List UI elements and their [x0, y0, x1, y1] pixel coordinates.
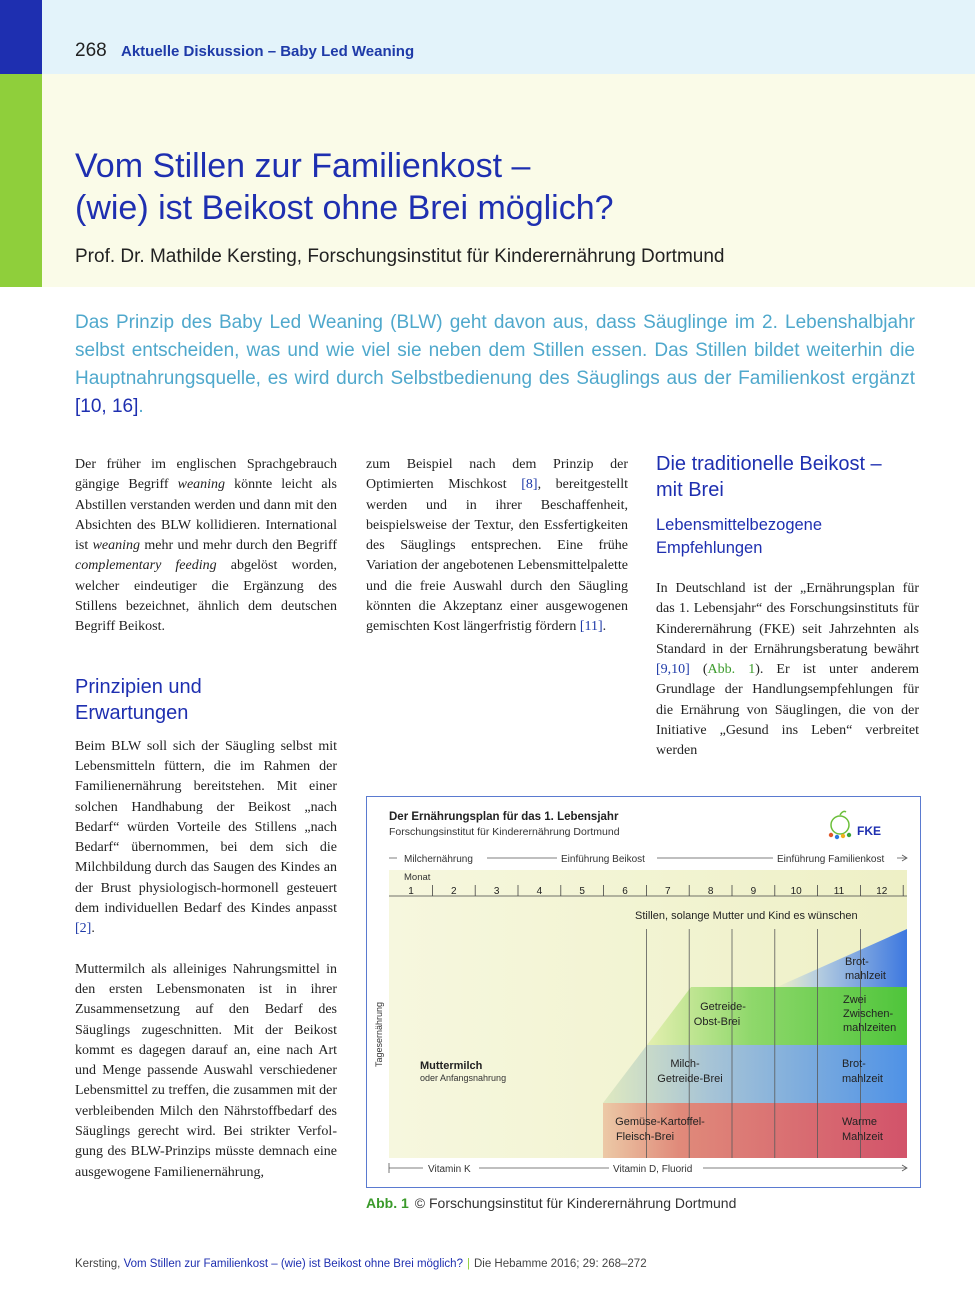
- phase-familienkost: Einführung Familienkost: [777, 854, 885, 865]
- phase-milchernaehrung: Milchernährung: [404, 854, 473, 865]
- getreide-label-2: Obst-Brei: [693, 1016, 741, 1028]
- author-line: Prof. Dr. Mathilde Kersting, Forschungsinstitut für Kinderernährung Dortmund: [75, 246, 725, 267]
- brot-label-1: Brot-: [842, 1058, 866, 1070]
- phase-beikost: Einführung Beikost: [561, 854, 645, 865]
- month-tick-10: 10: [790, 886, 802, 897]
- month-tick-8: 8: [707, 886, 714, 897]
- term-complementary-feeding: complementary feeding: [75, 558, 217, 574]
- text-run: , bereitgestellt werden und in ihrer Beschaffenheit, beispielsweise der Textur, den Essfertigkeiten des Säuglings entsprechen. Eine frühe Variation der angebotenen Lebensmittelpalette und die freie Auswahl durch den Säugling könnten die Akzeptanz einer ausgewogenen gemischten Kost längerfristig fördern: [366, 477, 628, 635]
- col3-paragraph-1: [656, 579, 919, 762]
- heading-traditionelle-beikost: [656, 451, 919, 503]
- text-run: .: [602, 619, 607, 635]
- heading-line: Lebensmittelbezogene: [656, 516, 823, 534]
- lead-text: Das Prinzip des Baby Led Weaning (BLW) geht davon aus, dass Säuglinge im 2. Lebenshalbjahr selbst entscheiden, was und wie viel sie neben dem Stillen essen. Das Stillen bildet weiterhin die Hauptnahrungsquelle, es wird durch Selbstbedienung des Säuglings aus der Familienkost ergänzt: [75, 312, 915, 389]
- footer-journal: Die Hebamme 2016; 29: 268–272: [473, 1258, 647, 1270]
- text-run: In Deutschland ist der „Ernährungsplan für das 1. Lebensjahr“ des Forschungsinstituts für Kinderernährung (FKE) seit Jahrzehnten als Standard in der Ernährungsberatung bewährt: [656, 581, 919, 657]
- stillen-label: Stillen, solange Mutter und Kind es wünschen: [635, 910, 858, 922]
- column-3: [656, 451, 919, 762]
- column-1: [75, 455, 337, 1183]
- text-run: ). Er ist unter anderem Grundlage der Handlungsempfehlungen für die Ernährung von Säuglingen, die von der Initiative „Gesund ins Leben“ verbreitet werden: [656, 662, 919, 759]
- month-tick-5: 5: [579, 886, 585, 897]
- text-run: abgelöst worden, welcher eindeutiger die Ergänzung des Stillens bezeichnet, ähnlich dem deutschen Begriff Beikost.: [75, 558, 337, 635]
- lead-reference[interactable]: [10, 16]: [75, 396, 139, 417]
- col1-paragraph-3: Muttermilch als alleiniges Nahrungsmittel in den ersten Lebensmonaten ist in ihrer Zusammensetzung auf den Bedarf des Säuglings zugeschnitten. Mit der Beikost kommt es dagegen darauf an, eine nach Art und Menge passende Auswahl verschiedener Lebensmittel zu treffen, die zusammen mit der verbleibenden Milch den Nährstoffbedarf des Säuglings gerecht wird. Bei strikter Verfolgung des BLW-Prinzips müsste demnach eine ausgewogene Familienernährung,: [75, 961, 337, 1180]
- text-run: (: [689, 662, 708, 678]
- figure-link[interactable]: Abb. 1: [707, 662, 756, 678]
- page-footer: [75, 1258, 647, 1270]
- page-number: 268: [75, 40, 107, 61]
- month-tick-11: 11: [833, 886, 845, 897]
- month-tick-9: 9: [750, 886, 757, 897]
- zwei-label-1: Zwei: [843, 994, 867, 1006]
- heading-line: Erwartungen: [75, 701, 189, 724]
- text-run: könnte leicht als Abstillen verstanden werden und dann mit den Absichten des BLW kollidieren. International ist: [75, 477, 337, 554]
- col2-paragraph-1: [366, 455, 628, 638]
- figure-subtitle: Forschungsinstitut für Kinderernährung Dortmund: [389, 826, 620, 838]
- footer-title: Vom Stillen zur Familienkost – (wie) ist Beikost ohne Brei möglich?: [123, 1258, 463, 1270]
- warme-label-1: Warme: [842, 1116, 878, 1128]
- text-run: Beim BLW soll sich der Säugling selbst mit Lebensmitteln füttern, die im Rahmen der Familienernährung bereitstehen. Mit einer solchen Handhabung der Beikost „nach Bedarf“ würden Vorteile des Stillens „nach Bedarf“ übernommen, bei dem sich die Milchbildung durch das Saugen des Kindes an der Brust physiologisch-hormonell gesteuert dem individuellen Bedarf des Kindes anpasst: [75, 738, 337, 917]
- text-run: zum Beispiel nach dem Prinzip der Optimierten Mischkost: [366, 457, 628, 493]
- caption-text: © Forschungsinstitut für Kinderernährung Dortmund: [414, 1195, 737, 1211]
- heading-prinzipien: [75, 674, 337, 726]
- month-tick-3: 3: [493, 886, 500, 897]
- reference-link[interactable]: [11]: [579, 619, 603, 635]
- month-tick-1: 1: [408, 886, 414, 897]
- muttermilch-label: Muttermilch: [420, 1060, 483, 1072]
- title-color-tab: [0, 74, 42, 287]
- header-color-tab: [0, 0, 42, 74]
- col1-paragraph-1: [75, 455, 337, 638]
- month-tick-4: 4: [536, 886, 543, 897]
- month-tick-7: 7: [665, 886, 671, 897]
- anfangsnahrung-label: oder Anfangsnahrung: [420, 1073, 507, 1083]
- milch-label-2: Getreide-Brei: [657, 1073, 723, 1085]
- brot-label-2: mahlzeit: [842, 1073, 883, 1085]
- month-label: Monat: [404, 872, 431, 883]
- figure-caption: [366, 1195, 736, 1211]
- month-tick-12: 12: [876, 886, 888, 897]
- gemuese-label-2: Fleisch-Brei: [615, 1131, 675, 1143]
- reference-link[interactable]: [9,10]: [656, 662, 690, 678]
- caption-label: Abb. 1: [366, 1195, 409, 1211]
- zwei-label-3: mahlzeiten: [843, 1022, 897, 1034]
- zwei-label-2: Zwischen-: [843, 1008, 894, 1020]
- column-2: [366, 455, 628, 638]
- figure-title: Der Ernährungsplan für das 1. Lebensjahr: [389, 811, 619, 823]
- vitamin-d-label: Vitamin D, Fluorid: [613, 1164, 693, 1175]
- col1-paragraph-2: [75, 737, 337, 940]
- brot2-label-2: mahlzeit: [845, 970, 886, 982]
- reference-link[interactable]: [2]: [75, 921, 92, 937]
- term-weaning: weaning: [92, 538, 141, 554]
- fke-logo: [829, 811, 881, 839]
- title-line-2: (wie) ist Beikost ohne Brei möglich?: [75, 189, 614, 227]
- vitamin-k-label: Vitamin K: [428, 1164, 471, 1175]
- term-weaning: weaning: [177, 477, 226, 493]
- heading-line: Die traditionelle Beikost –: [656, 453, 882, 475]
- header-band: [0, 0, 975, 74]
- milch-label-1: Milch-: [670, 1058, 700, 1070]
- gemuese-label-1: Gemüse-Kartoffel-: [615, 1116, 705, 1128]
- footer-author: Kersting,: [75, 1258, 121, 1270]
- title-line-1: Vom Stillen zur Familienkost –: [75, 147, 531, 185]
- getreide-label-1: Getreide-: [700, 1001, 746, 1013]
- lead-period: .: [138, 396, 144, 417]
- y-axis-label: Tagesernährung: [374, 1001, 384, 1067]
- heading-line: mit Brei: [656, 479, 724, 501]
- heading-line: Prinzipien und: [75, 675, 202, 698]
- month-tick-6: 6: [622, 886, 628, 897]
- ernaehrungsplan-diagram: [367, 797, 920, 1187]
- month-tick-2: 2: [451, 886, 457, 897]
- warme-label-2: Mahlzeit: [842, 1131, 883, 1143]
- text-run: .: [91, 921, 95, 937]
- heading-line: Empfehlungen: [656, 539, 763, 557]
- text-run: Der früher im englischen Sprachgebrauch gängige Begriff: [75, 457, 337, 493]
- reference-link[interactable]: [8]: [521, 477, 538, 493]
- figure-ernaehrungsplan: [366, 796, 921, 1188]
- brot2-label-1: Brot-: [845, 956, 869, 968]
- fke-logo-text: FKE: [857, 824, 881, 838]
- subheading-empfehlungen: [656, 514, 919, 560]
- text-run: mehr und mehr durch den Begriff: [140, 538, 337, 554]
- article-title: [75, 145, 614, 229]
- running-head: Aktuelle Diskussion – Baby Led Weaning: [121, 43, 415, 60]
- footer-separator: |: [466, 1258, 470, 1270]
- lead-paragraph: [75, 309, 915, 421]
